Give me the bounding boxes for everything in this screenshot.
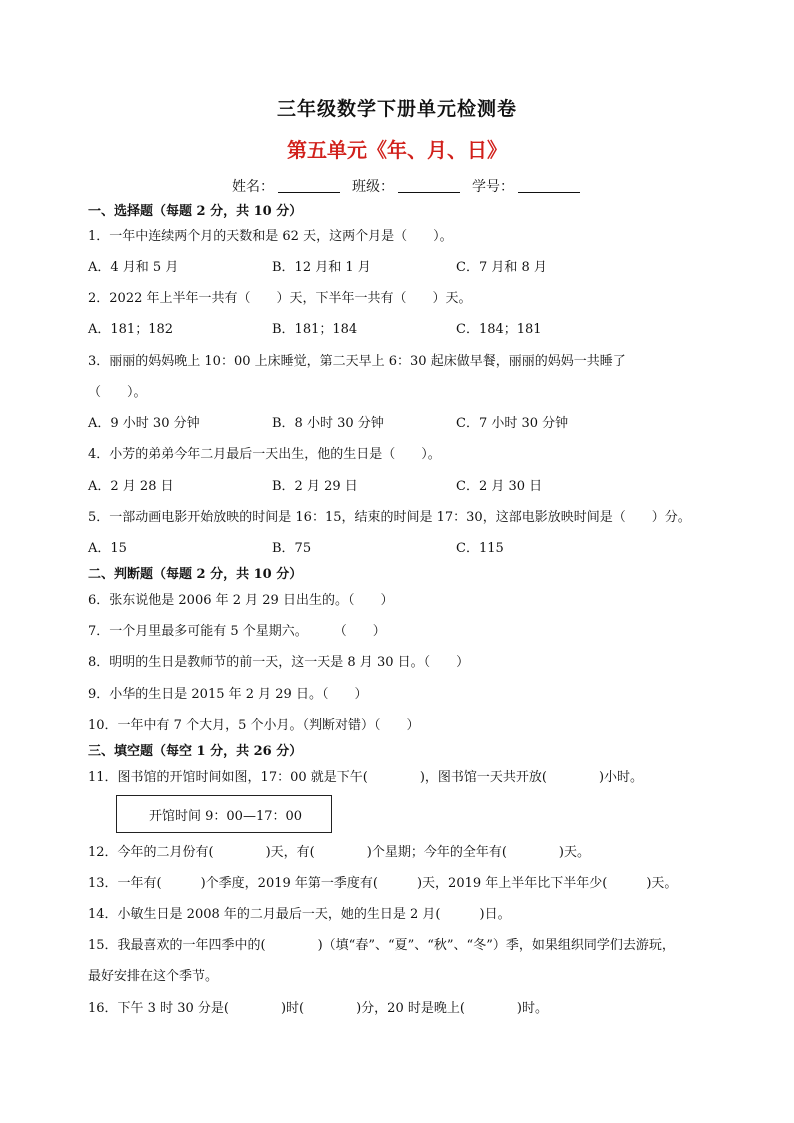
question-15-continued: 最好安排在这个季节。: [88, 969, 219, 984]
question-7: 7．一个月里最多可能有 5 个星期六。 （ ）: [88, 624, 386, 639]
q3-option-a: A．9 小时 30 分钟: [88, 416, 200, 431]
q5-option-c: C．115: [456, 541, 504, 556]
q5-option-b: B．75: [272, 541, 312, 556]
class-blank[interactable]: [398, 191, 460, 193]
name-label: 姓名：: [232, 179, 274, 195]
question-4: 4．小芳的弟弟今年二月最后一天出生，他的生日是（ ）。: [88, 447, 441, 462]
q3-option-b: B．8 小时 30 分钟: [272, 416, 384, 431]
question-2: 2．2022 年上半年一共有（ ）天，下半年一共有（ ）天。: [88, 291, 472, 306]
q1-option-b: B．12 月和 1 月: [272, 260, 371, 275]
student-info-row: [232, 176, 592, 196]
section-fill-heading: 三、填空题（每空 1 分，共 26 分）: [88, 744, 303, 759]
class-label: 班级：: [352, 179, 394, 195]
q2-option-a: A．181；182: [88, 322, 174, 337]
q2-option-c: C．184；181: [456, 322, 542, 337]
question-14: 14．小敏生日是 2008 年的二月最后一天，她的生日是 2 月( )日。: [88, 907, 511, 922]
q1-option-a: A．4 月和 5 月: [88, 260, 179, 275]
page-title: 三年级数学下册单元检测卷: [276, 98, 517, 120]
name-blank[interactable]: [278, 191, 340, 193]
q1-option-c: C．7 月和 8 月: [456, 260, 547, 275]
section-judge-heading: 二、判断题（每题 2 分，共 10 分）: [88, 567, 303, 582]
question-12: 12．今年的二月份有( )天，有( )个星期；今年的全年有( )天。: [88, 845, 590, 860]
q4-option-a: A．2 月 28 日: [88, 479, 174, 494]
section-choice-heading: 一、选择题（每题 2 分，共 10 分）: [88, 204, 303, 219]
question-3: 3．丽丽的妈妈晚上 10：00 上床睡觉，第二天早上 6：30 起床做早餐，丽丽的妈妈一共睡了: [88, 354, 626, 369]
question-5: 5．一部动画电影开始放映的时间是 16：15，结束的时间是 17：30，这部电影放映时间是（ ）分。: [88, 510, 691, 525]
unit-subtitle: 第五单元《年、月、日》: [287, 138, 507, 162]
question-1: 1．一年中连续两个月的天数和是 62 天，这两个月是（ ）。: [88, 229, 453, 244]
question-13: 13．一年有( )个季度，2019 年第一季度有( )天，2019 年上半年比下半年少( )天。: [88, 876, 678, 891]
question-6: 6．张东说他是 2006 年 2 月 29 日出生的。（ ）: [88, 593, 394, 608]
question-16: 16．下午 3 时 30 分是( )时( )分，20 时是晚上( )时。: [88, 1001, 548, 1016]
question-11: 11．图书馆的开馆时间如图，17：00 就是下午( )，图书馆一天共开放( )小时。: [88, 770, 644, 785]
q3-option-c: C．7 小时 30 分钟: [456, 416, 569, 431]
question-9: 9．小华的生日是 2015 年 2 月 29 日。（ ）: [88, 687, 368, 702]
question-10: 10．一年中有 7 个大月，5 个小月。（判断对错）（ ）: [88, 718, 420, 733]
question-15: 15．我最喜欢的一年四季中的( )（填“春”、“夏”、“秋”、“冬”）季，如果组织同学们去游玩，: [88, 938, 675, 953]
id-blank[interactable]: [518, 191, 580, 193]
id-label: 学号：: [472, 179, 514, 195]
question-3-continued: （ ）。: [88, 385, 147, 400]
q4-option-c: C．2 月 30 日: [456, 479, 543, 494]
question-8: 8．明明的生日是教师节的前一天，这一天是 8 月 30 日。（ ）: [88, 655, 470, 670]
library-hours-text: 开馆时间 9：00—17：00: [149, 808, 303, 824]
q2-option-b: B．181；184: [272, 322, 358, 337]
library-hours-box: [116, 795, 332, 833]
q4-option-b: B．2 月 29 日: [272, 479, 358, 494]
q5-option-a: A．15: [88, 541, 127, 556]
